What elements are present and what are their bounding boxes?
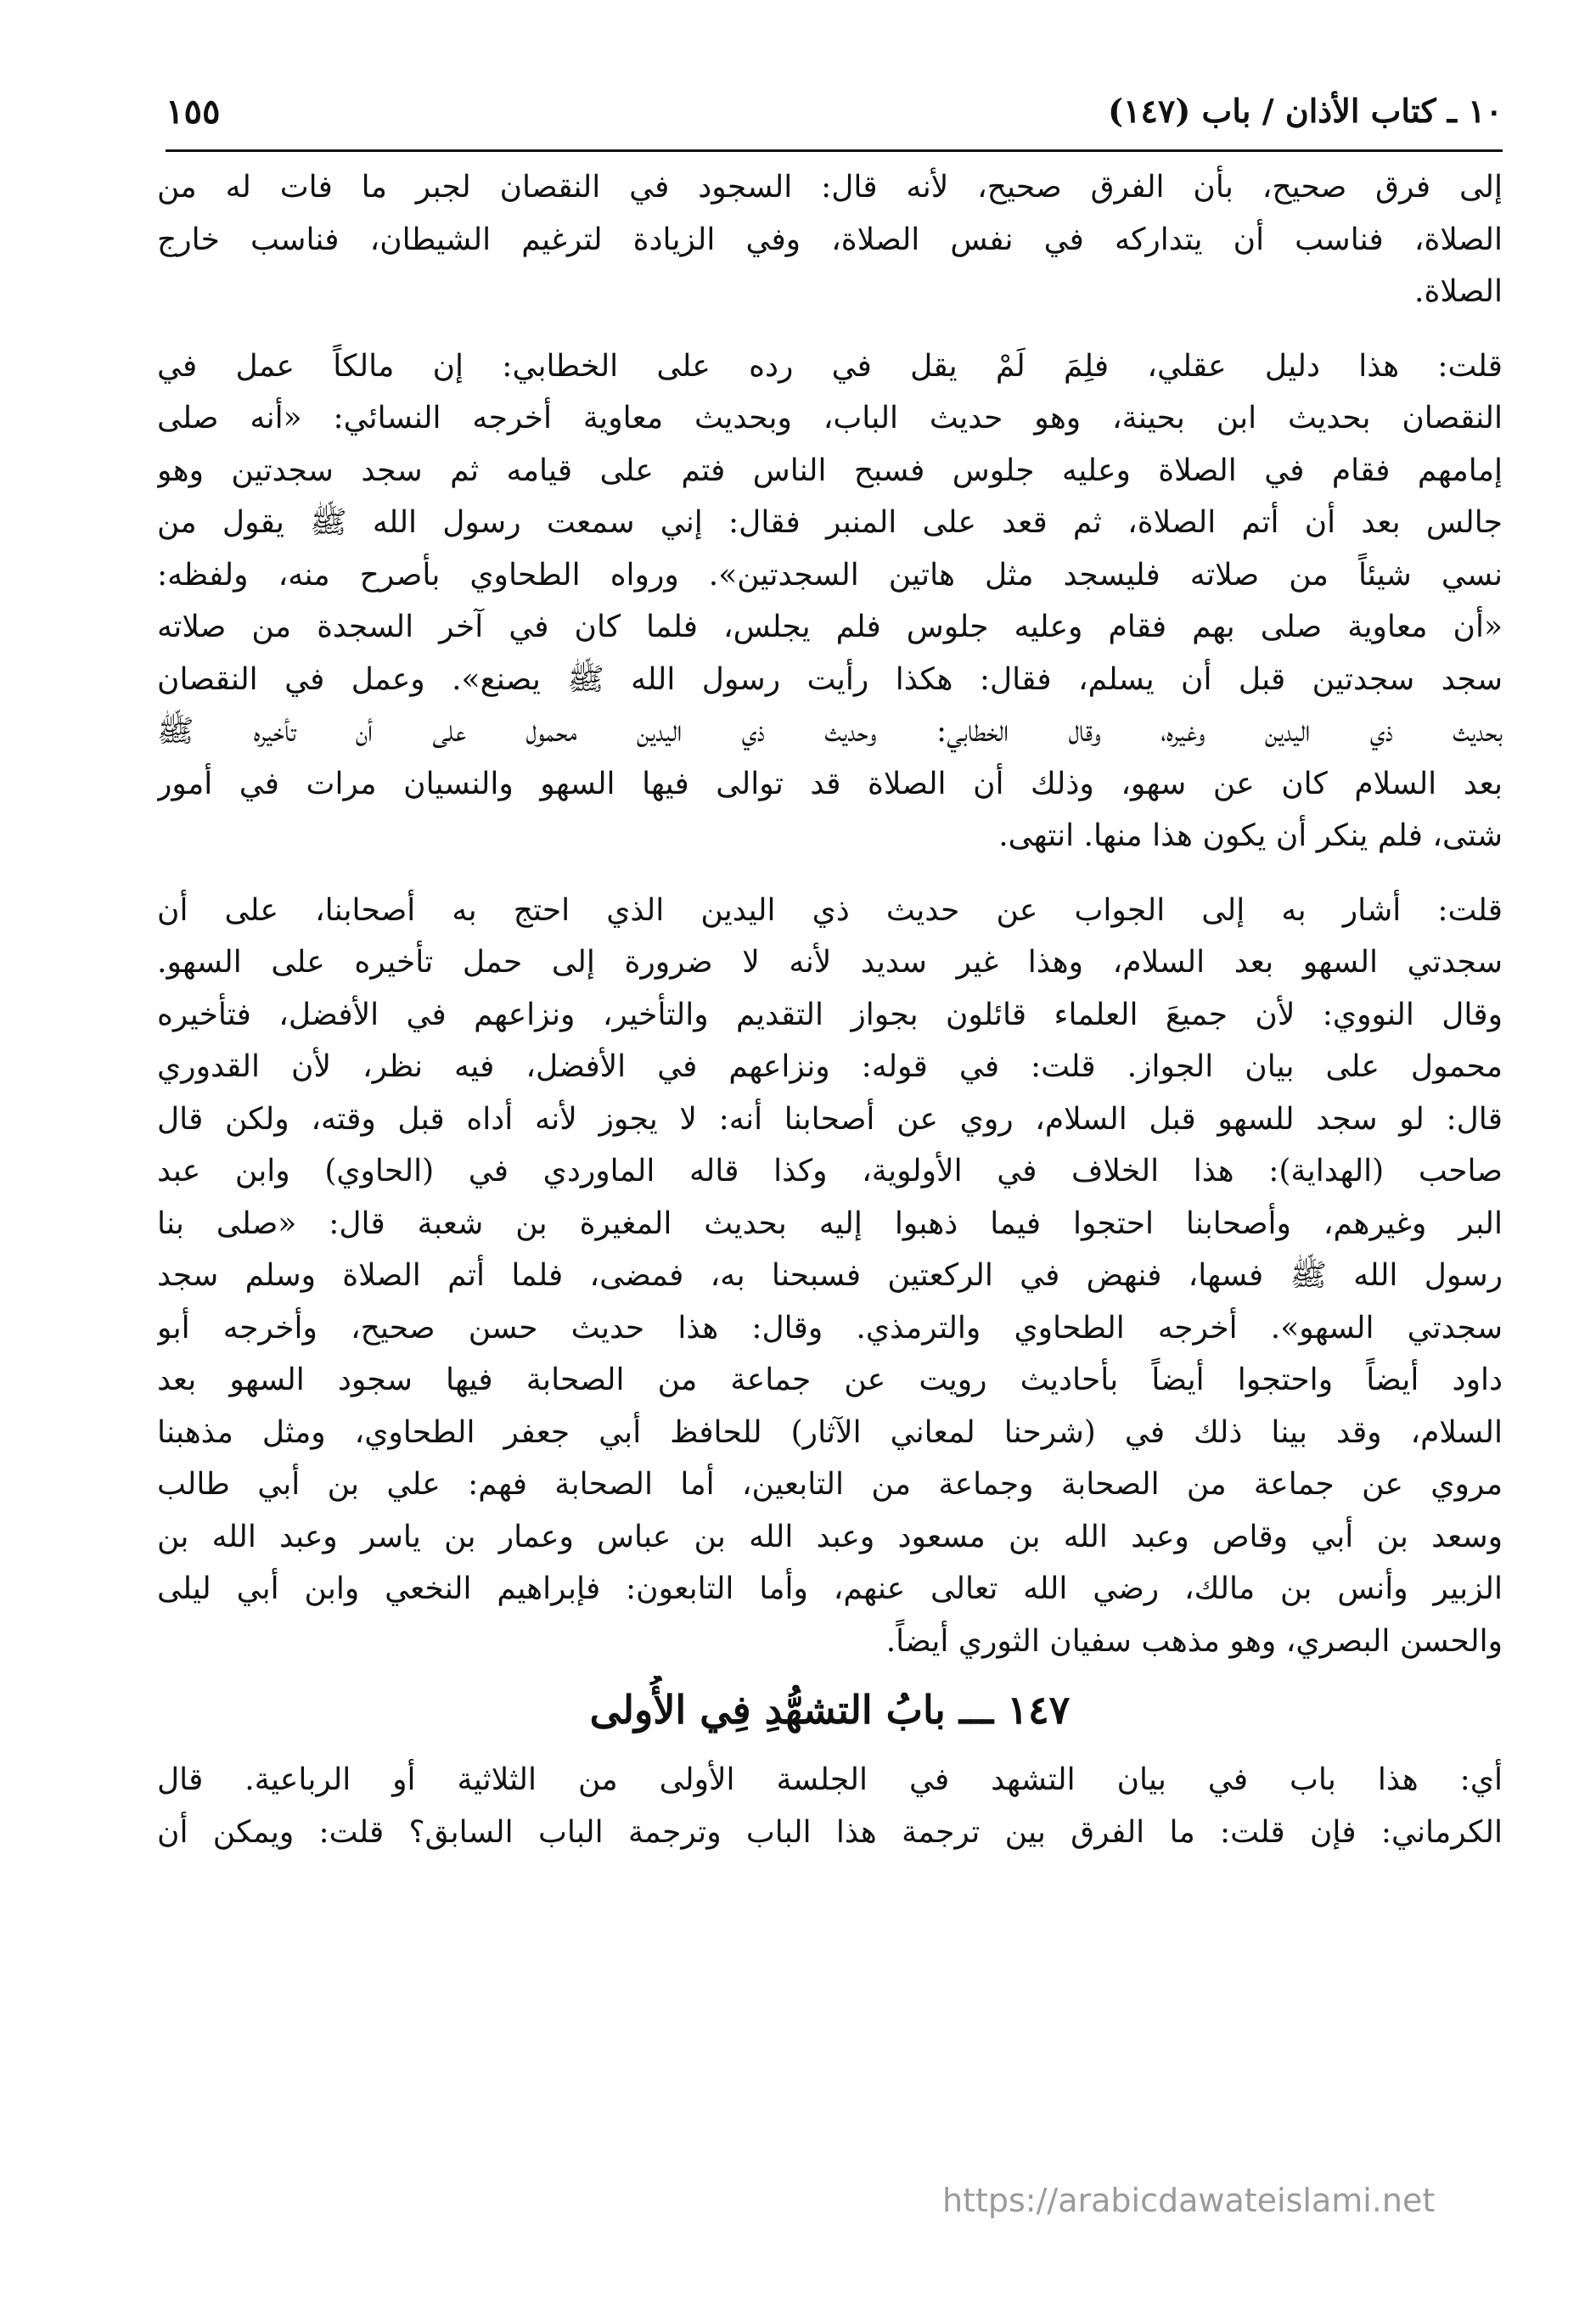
text-line: وسعد بن أبي وقاص وعبد الله بن مسعود وعبد الله بن عباس وعمار بن ياسر وعبد الله بن <box>157 1519 1503 1554</box>
chapter-heading: ١٤٧ ـــ بابُ التشهُّدِ فِي الأُولى <box>589 1687 1071 1733</box>
text-line: سجدتي السهو». أخرجه الطحاوي والترمذي. وقال: هذا حديث حسن صحيح، وأخرجه أبو <box>157 1310 1503 1346</box>
text-line: «أن معاوية صلى بهم فقام وعليه جلوس فلم يجلس، فلما كان في آخر السجدة من صلاته <box>157 610 1503 644</box>
text-line: البر وغيرهم، وأصحابنا احتجوا فيما ذهبوا إليه بحديث المغيرة بن شعبة قال: «صلى بنا <box>157 1205 1503 1241</box>
page-body <box>157 161 1503 1858</box>
text-line: الصلاة، فناسب أن يتداركه في نفس الصلاة، وفي الزيادة لترغيم الشيطان، فناسب خارج <box>157 222 1503 257</box>
text-line: بعد السلام كان عن سهو، وذلك أن الصلاة قد توالى فيها السهو والنسيان مرات في أمور <box>157 766 1503 801</box>
text-line: صاحب (الهداية): هذا الخلاف في الأولوية، وكذا قاله الماوردي في (الحاوي) وابن عبد <box>157 1154 1503 1189</box>
watermark-url: https://arabicdawateislami.net <box>942 2182 1436 2219</box>
text-line: شتى، فلم ينكر أن يكون هذا منها. انتهى. <box>998 818 1503 853</box>
running-header <box>166 92 1503 143</box>
header-title: ١٠ ـ كتاب الأذان / باب (١٤٧) <box>1108 92 1503 130</box>
text-line: قال: لو سجد للسهو قبل السلام، روي عن أصحابنا أنه: لا يجوز لأنه أداه قبل وقته، ولكن قال <box>157 1101 1503 1137</box>
text-line: نسي شيئاً من صلاته فليسجد مثل هاتين السجدتين». ورواه الطحاوي بأصرح منه، ولفظه: <box>157 557 1503 593</box>
text-line: النقصان بحديث ابن بحينة، وهو حديث الباب، وبحديث معاوية أخرجه النسائي: «أنه صلى <box>157 401 1503 436</box>
text-line: الزبير وأنس بن مالك، رضي الله تعالى عنهم، وأما التابعون: فإبراهيم النخعي وابن أبي ليلى <box>157 1571 1503 1606</box>
text-line: مروي عن جماعة من الصحابة وجماعة من التابعين، أما الصحابة فهم: علي بن أبي طالب <box>157 1467 1503 1502</box>
text-line: الصلاة. <box>1414 274 1503 309</box>
text-line: قلت: هذا دليل عقلي، فلِمَ لَمْ يقل في رده على الخطابي: إن مالكاً عمل في <box>157 348 1503 384</box>
text-line: قلت: أشار به إلى الجواب عن حديث ذي اليدين الذي احتج به أصحابنا، على أن <box>157 892 1503 928</box>
paragraph <box>157 1754 1503 1858</box>
page-number: ١٥٥ <box>166 92 221 132</box>
text-line: جالس بعد أن أتم الصلاة، ثم قعد على المنبر فقال: إني سمعت رسول الله ﷺ يقول من <box>157 505 1503 540</box>
text-line: الكرماني: فإن قلت: ما الفرق بين ترجمة هذا الباب وترجمة الباب السابق؟ قلت: ويمكن أن <box>157 1814 1503 1850</box>
text-line: وقال النووي: لأن جميعَ العلماء قائلون بجواز التقديم والتأخير، ونزاعهم في الأفضل، فتأخيره <box>157 997 1503 1032</box>
text-line: بحديث ذي اليدين وغيره، وقال الخطابي: وحديث ذي اليدين محمول على أن تأخيره ﷺ <box>157 714 1503 749</box>
paragraph <box>157 340 1503 863</box>
text-line: السلام، وقد بينا ذلك في (شرحنا لمعاني الآثار) للحافظ أبي جعفر الطحاوي، ومثل مذهبنا <box>157 1414 1503 1450</box>
text-line: رسول الله ﷺ فسها، فنهض في الركعتين فسبحنا به، فمضى، فلما أتم الصلاة وسلم سجد <box>157 1258 1503 1293</box>
text-line: إلى فرق صحيح، بأن الفرق صحيح، لأنه قال: السجود في النقصان لجبر ما فات له من <box>157 170 1503 205</box>
text-line: سجد سجدتين قبل أن يسلم، فقال: هكذا رأيت رسول الله ﷺ يصنع». وعمل في النقصان <box>157 661 1503 697</box>
text-line: أي: هذا باب في بيان التشهد في الجلسة الأولى من الثلاثية أو الرباعية. قال <box>157 1762 1503 1797</box>
paragraph <box>157 161 1503 318</box>
text-line: سجدتي السهو بعد السلام، وهذا غير سديد لأنه لا ضرورة إلى حمل تأخيره على السهو. <box>157 945 1503 980</box>
paragraph <box>157 885 1503 1668</box>
text-line: داود أيضاً واحتجوا أيضاً بأحاديث رويت عن جماعة من الصحابة فيها سجود السهو بعد <box>157 1363 1503 1397</box>
text-line: والحسن البصري، وهو مذهب سفيان الثوري أيضاً. <box>885 1623 1503 1659</box>
text-line: محمول على بيان الجواز. قلت: في قوله: ونزاعهم في الأفضل، فيه نظر، لأن القدوري <box>157 1049 1503 1084</box>
text-line: إمامهم فقام في الصلاة وعليه جلوس فسبح الناس فتم على قيامه ثم سجد سجدتين وهو <box>157 452 1503 488</box>
header-divider <box>166 149 1503 152</box>
